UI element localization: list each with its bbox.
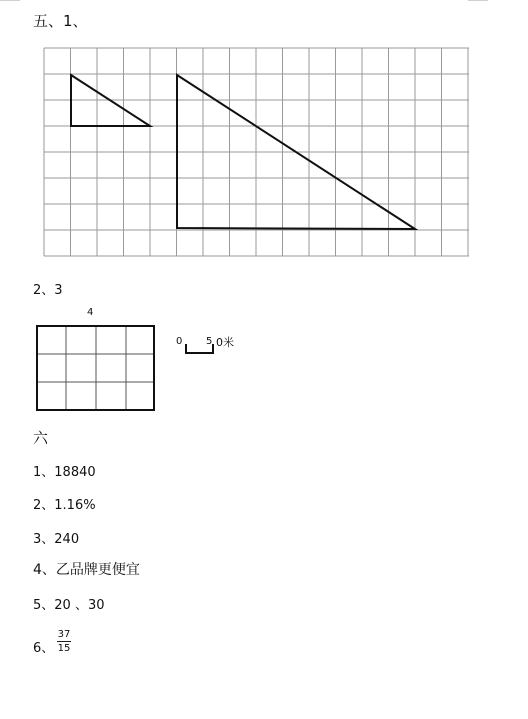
answer-6-prefix: 6、 [33, 641, 55, 656]
section-six-heading: 六 [33, 429, 49, 447]
answer-1: 1、18840 [33, 465, 96, 480]
scale-label-unit: 0米 [216, 336, 234, 349]
question-2-label: 2、3 [33, 283, 63, 298]
rectangle-width-label: 4 [87, 307, 94, 318]
answer-2: 2、1.16% [33, 498, 96, 513]
answer-3: 3、240 [33, 532, 80, 547]
scale-label-left: 0 [176, 336, 183, 347]
section-five-heading: 五、1、 [33, 12, 88, 30]
fraction-denominator: 15 [57, 643, 71, 654]
answer-6-fraction [57, 629, 71, 654]
fraction-numerator: 37 [57, 629, 71, 640]
fraction-bar [57, 641, 71, 642]
answer-5: 5、20 、30 [33, 598, 105, 613]
answer-4: 4、乙品牌更便宜 [33, 562, 140, 578]
scale-label-right: 5 [206, 336, 213, 347]
